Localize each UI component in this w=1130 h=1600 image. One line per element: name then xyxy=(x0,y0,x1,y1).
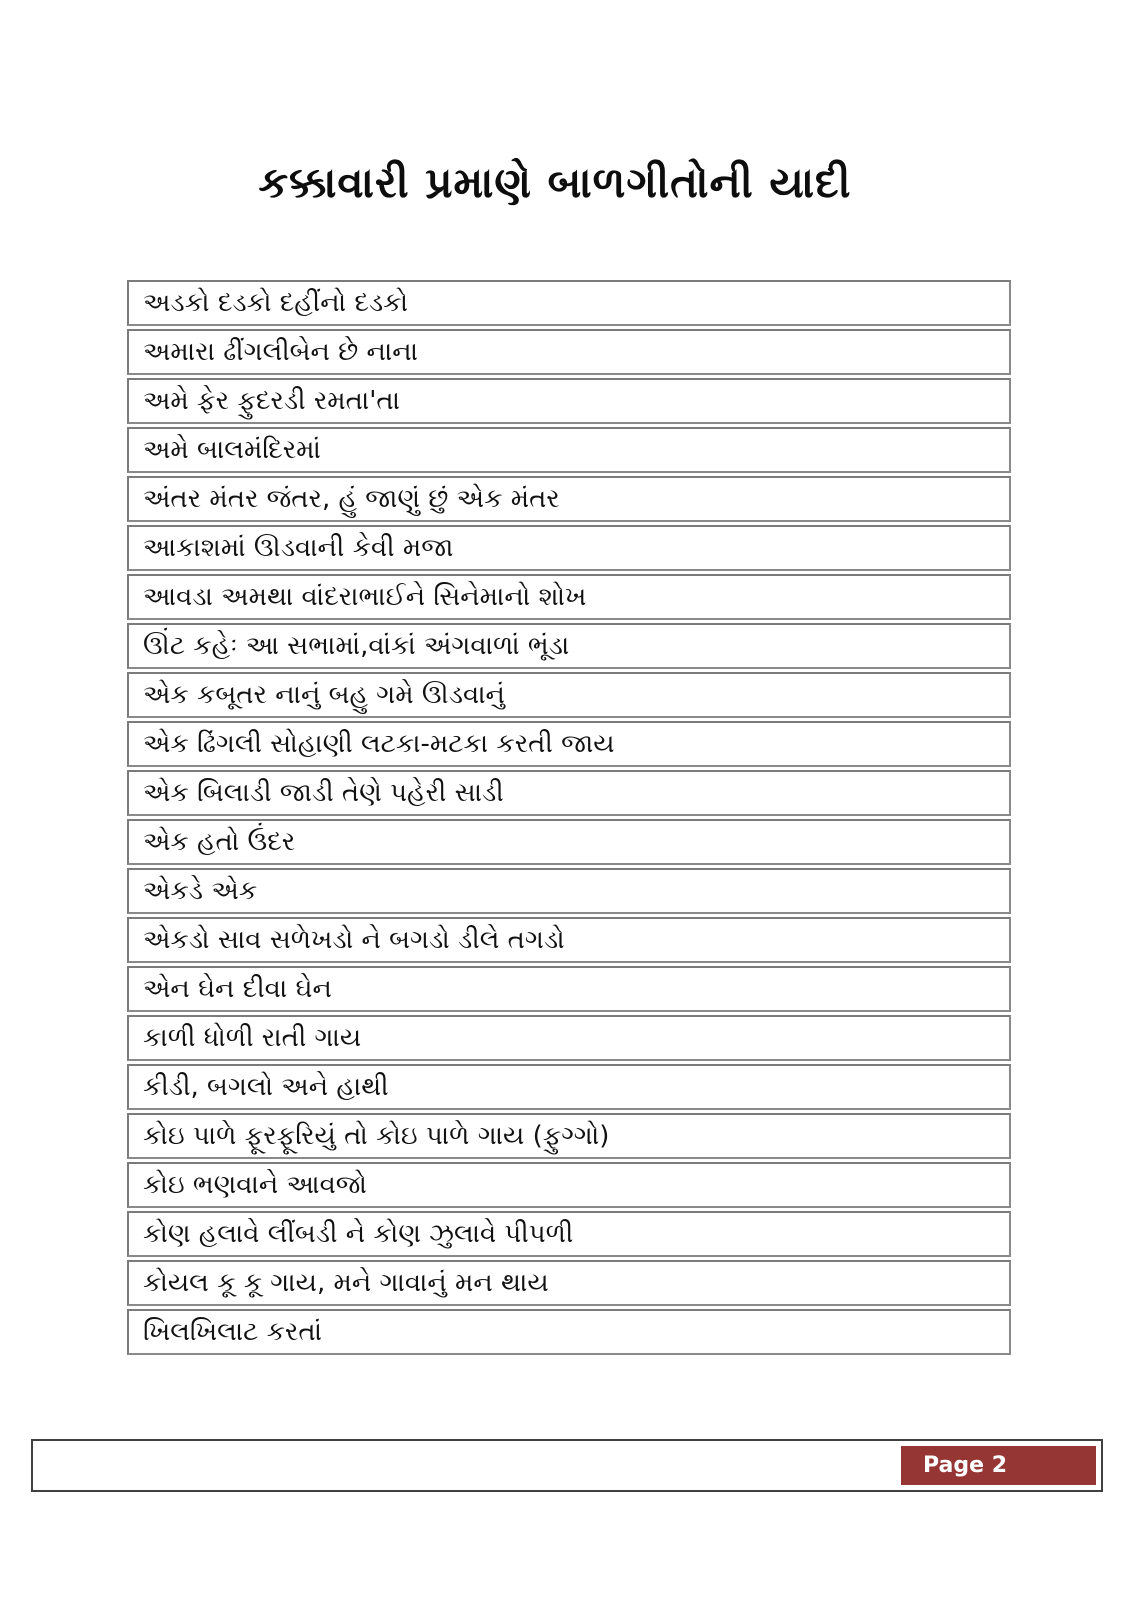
song-title: કાળી ધોળી રાતી ગાય xyxy=(143,1022,362,1053)
table-row xyxy=(127,1309,1011,1355)
song-title: અડકો દડકો દહીંનો દડકો xyxy=(143,287,409,318)
song-title: એક ઢિંગલી સોહાણી લટકા-મટકા કરતી જાય xyxy=(143,728,615,759)
song-title: અમે ફેર ફુદરડી રમતા'તા xyxy=(143,385,400,416)
table-row xyxy=(127,1064,1011,1110)
table-row xyxy=(127,1211,1011,1257)
song-title: એકડો સાવ સળેખડો ને બગડો ડીલે તગડો xyxy=(143,924,565,955)
song-title: અમારા ઢીંગલીબેન છે નાના xyxy=(143,336,419,367)
table-row xyxy=(127,868,1011,914)
table-row xyxy=(127,280,1011,326)
song-title: કોણ હલાવે લીંબડી ને કોણ ઝુલાવે પીપળી xyxy=(143,1218,574,1249)
song-title: અમે બાલમંદિરમાં xyxy=(143,434,321,465)
table-row xyxy=(127,770,1011,816)
song-title: કીડી, બગલો અને હાથી xyxy=(143,1071,389,1102)
song-title: અંતર મંતર જંતર, હું જાણું છું એક મંતર xyxy=(143,483,560,514)
table-row xyxy=(127,1113,1011,1159)
table-row xyxy=(127,329,1011,375)
footer-bar xyxy=(31,1439,1103,1492)
song-title: કોયલ કૂ કૂ ગાય, મને ગાવાનું મન થાય xyxy=(143,1267,549,1298)
table-row xyxy=(127,378,1011,424)
song-title: ખિલખિલાટ કરતાં xyxy=(143,1316,322,1347)
table-row xyxy=(127,819,1011,865)
table-row xyxy=(127,1260,1011,1306)
table-row xyxy=(127,1015,1011,1061)
song-title: એન ઘેન દીવા ઘેન xyxy=(143,973,332,1004)
table-row xyxy=(127,623,1011,669)
table-row xyxy=(127,1162,1011,1208)
song-title: એક હતો ઉંદર xyxy=(143,826,296,857)
table-row xyxy=(127,672,1011,718)
table-row xyxy=(127,966,1011,1012)
song-title: આવડા અમથા વાંદરાભાઈને સિનેમાનો શોખ xyxy=(143,581,587,612)
song-title: આકાશમાં ઊડવાની કેવી મજા xyxy=(143,532,454,563)
page-number-label: Page 2 xyxy=(923,1453,1008,1478)
table-row xyxy=(127,525,1011,571)
song-title: એક બિલાડી જાડી તેણે પહેરી સાડી xyxy=(143,777,504,808)
page-title: કક્કાવારી પ્રમાણે બાળગીતોની યાદી xyxy=(258,158,852,207)
table-row xyxy=(127,917,1011,963)
song-title: કોઇ ભણવાને આવજો xyxy=(143,1169,367,1200)
table-row xyxy=(127,427,1011,473)
song-title: એકડે એક xyxy=(143,875,258,906)
table-row xyxy=(127,574,1011,620)
song-title: ઊંટ કહેઃ આ સભામાં,વાંકાં અંગવાળાં ભૂંડા xyxy=(143,630,570,661)
song-title: એક કબૂતર નાનું બહુ ગમે ઊડવાનું xyxy=(143,679,505,710)
table-row xyxy=(127,721,1011,767)
page-number-badge xyxy=(901,1446,1096,1485)
song-title: કોઇ પાળે ફૂરફૂરિયું તો કોઇ પાળે ગાય (ફુગ્ગો) xyxy=(143,1120,610,1151)
table-row xyxy=(127,476,1011,522)
song-list xyxy=(127,280,1011,1358)
